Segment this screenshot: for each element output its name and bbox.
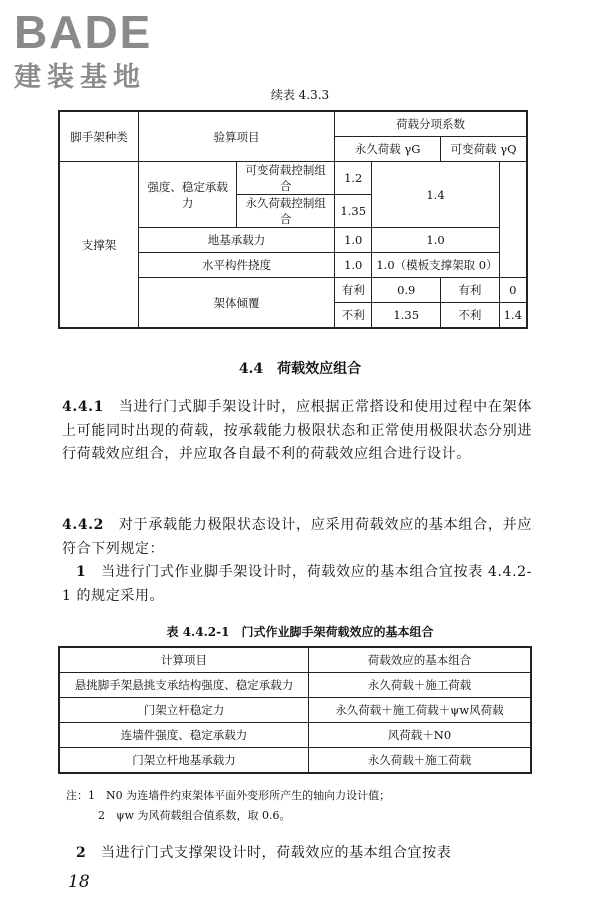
cell-r4-b-var-val: 1.4 <box>499 303 527 329</box>
cell-r2-perm: 1.0 <box>335 228 372 253</box>
cell-r1-b-val: 1.35 <box>335 195 372 228</box>
header-combo: 荷载效应的基本组合 <box>309 647 532 673</box>
cell-r4-a-label: 有利 <box>335 278 372 303</box>
section-title: 4.4 荷载效应组合 <box>238 361 362 377</box>
clause-4-4-2 <box>62 514 532 561</box>
header-variable: 可变荷载 γQ <box>441 137 527 162</box>
header-type: 脚手架种类 <box>59 111 139 162</box>
cell-r4-b-label: 不利 <box>335 303 372 329</box>
cell-type: 支撑架 <box>59 162 139 329</box>
cell-r3-var: 1.0（模板支撑架取 0） <box>372 253 499 278</box>
table1-caption: 续表 4.3.3 <box>270 88 330 102</box>
note-2: 2 ψw 为风荷载组合值系数，取 0.6。 <box>98 809 291 822</box>
cell-r1-a-label: 可变荷载控制组合 <box>237 162 335 195</box>
table-row <box>59 723 531 748</box>
clause-number: 4.4.1 <box>62 399 104 415</box>
row-combo: 永久荷载＋施工荷载 <box>309 748 532 774</box>
header-item: 验算项目 <box>139 111 335 162</box>
cell-r4-item: 架体倾覆 <box>139 278 335 329</box>
header-factor: 荷载分项系数 <box>335 111 527 137</box>
item-number: 1 <box>76 564 87 580</box>
cell-r1-b-label: 永久荷载控制组合 <box>237 195 335 228</box>
cell-r2-item: 地基承载力 <box>139 228 335 253</box>
row-combo: 永久荷载＋施工荷载＋ψw风荷载 <box>309 698 532 723</box>
item-text: 当进行门式支撑架设计时，荷载效应的基本组合宜按表 <box>100 845 452 861</box>
cell-r1-var: 1.4 <box>372 162 499 228</box>
note-1: 注：1 N0 为连墙件约束架体平面外变形所产生的轴向力设计值； <box>66 789 391 802</box>
load-factor-table <box>58 110 528 329</box>
cell-r1-item: 强度、稳定承载力 <box>139 162 237 228</box>
clause-number: 4.4.2 <box>62 517 104 533</box>
page-number: 18 <box>68 872 90 892</box>
cell-r1-a-val: 1.2 <box>335 162 372 195</box>
logo-subtitle: 建装基地 <box>14 62 146 93</box>
row-combo: 永久荷载＋施工荷载 <box>309 673 532 698</box>
cell-r2-var: 1.0 <box>372 228 499 253</box>
cell-r4-a-var-val: 0 <box>499 278 527 303</box>
table-row <box>59 748 531 774</box>
row-combo: 风荷载＋N0 <box>309 723 532 748</box>
clause-item-1 <box>62 561 532 608</box>
cell-r4-a-val: 0.9 <box>372 278 441 303</box>
brand-logo <box>14 6 184 94</box>
logo-brand: BADE <box>14 6 153 58</box>
load-combination-table <box>58 646 532 774</box>
clause-text: 当进行门式脚手架设计时，应根据正常搭设和使用过程中在架体上可能同时出现的荷载，按承载能力极限状态和正常使用极限状态分别进行荷载效应组合，并应取各自最不利的荷载效应组合进行设计。 <box>62 399 532 462</box>
table-row <box>59 673 531 698</box>
cell-r4-b-val: 1.35 <box>372 303 441 329</box>
clause-text: 对于承载能力极限状态设计，应采用荷载效应的基本组合，并应符合下列规定： <box>62 517 532 557</box>
cell-r3-item: 水平构件挠度 <box>139 253 335 278</box>
table2-caption: 表 4.4.2-1 门式作业脚手架荷载效应的基本组合 <box>166 625 434 639</box>
clause-item-2 <box>62 842 532 866</box>
header-permanent: 永久荷载 γG <box>335 137 441 162</box>
item-text: 当进行门式作业脚手架设计时，荷载效应的基本组合宜按表 4.4.2-1 的规定采用。 <box>62 564 532 604</box>
cell-r3-perm: 1.0 <box>335 253 372 278</box>
row-item: 门架立杆地基承载力 <box>59 748 309 774</box>
row-item: 悬挑脚手架悬挑支承结构强度、稳定承载力 <box>59 673 309 698</box>
cell-r4-b-var-label: 不利 <box>441 303 500 329</box>
table-row <box>59 698 531 723</box>
cell-r4-a-var-label: 有利 <box>441 278 500 303</box>
row-item: 门架立杆稳定力 <box>59 698 309 723</box>
clause-4-4-1 <box>62 396 532 467</box>
row-item: 连墙件强度、稳定承载力 <box>59 723 309 748</box>
header-calc-item: 计算项目 <box>59 647 309 673</box>
item-number: 2 <box>76 845 87 861</box>
